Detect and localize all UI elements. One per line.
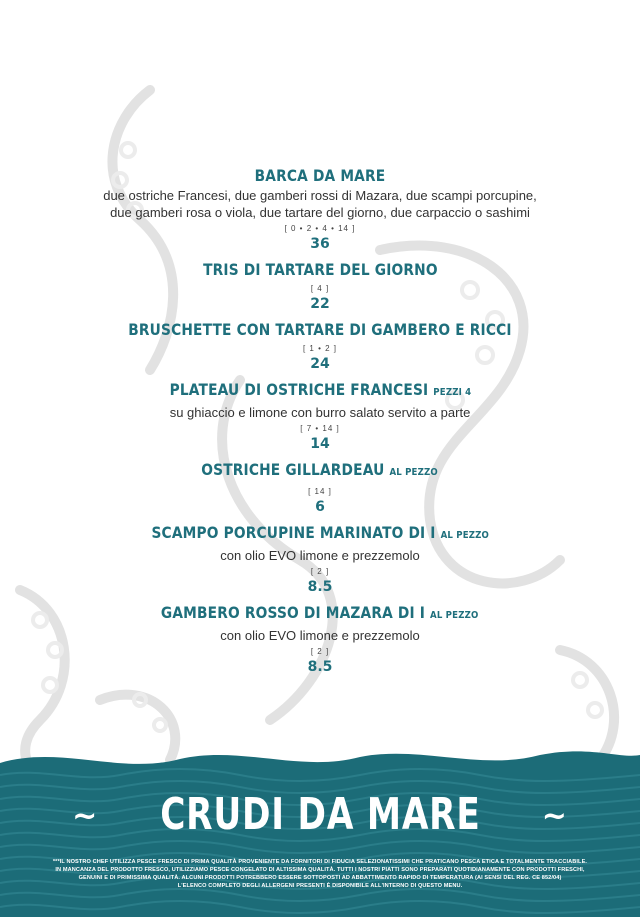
dish-price: 8.5 [307, 659, 333, 675]
allergen-codes: [ 2 ] [310, 567, 330, 576]
dish-name [128, 319, 511, 341]
dish-description: due ostriche Francesi, due gamberi rossi di Mazara, due scampi porcupine, [103, 188, 537, 203]
section-title-text: CRUDI DA MARE [159, 789, 481, 840]
allergen-codes: [ 14 ] [308, 487, 332, 496]
dish-name-text: BRUSCHETTE CON TARTARE DI GAMBERO E RICCI [128, 320, 512, 339]
footnote-line: L'ELENCO COMPLETO DEGLI ALLERGENI PRESENTI È DISPONIBILE ALL'INTERNO DI QUESTO MENU. [177, 883, 463, 889]
dish-quantity: AL PEZZO [389, 467, 439, 478]
tilde-right-ornament: ~ [541, 799, 568, 834]
allergen-codes: [ 7 • 14 ] [300, 424, 340, 433]
dish-name [169, 379, 471, 404]
dish-quantity: AL PEZZO [440, 530, 489, 541]
menu-item [0, 522, 640, 596]
allergen-codes: [ 2 ] [310, 647, 330, 656]
dish-price: 36 [310, 236, 330, 252]
menu-item [0, 319, 640, 373]
dish-quantity: PEZZI 4 [432, 387, 471, 398]
dish-description: due gamberi rosa o viola, due tartare del giorno, due carpaccio o sashimi [110, 205, 530, 220]
tilde-left-ornament: ~ [72, 799, 99, 834]
legal-footnote [40, 858, 600, 890]
dish-price: 22 [310, 296, 330, 312]
dish-price: 14 [310, 436, 330, 452]
dish-description: con olio EVO limone e prezzemolo [220, 548, 420, 563]
allergen-codes: [ 4 ] [310, 284, 330, 293]
menu-item [0, 259, 640, 313]
dish-name [202, 459, 439, 484]
dish-name-text: OSTRICHE GILLARDEAU [201, 460, 385, 479]
menu-item [0, 602, 640, 676]
dish-price: 6 [315, 499, 325, 515]
dish-quantity: AL PEZZO [430, 610, 479, 621]
allergen-codes: [ 1 • 2 ] [302, 344, 338, 353]
dish-name [151, 522, 489, 547]
dish-description: con olio EVO limone e prezzemolo [220, 628, 420, 643]
footnote-line: IN MANCANZA DEL PRODOTTO FRESCO, UTILIZZIAMO PESCE CONGELATO DI ALTISSIMA QUALITÀ. TUTTI I NOSTRI PIATTI SONO PREPARATI QUOTIDIANAMENTE CON PRODOTTI FRESCHI, [55, 867, 585, 873]
dish-name-text: SCAMPO PORCUPINE MARINATO DI I [151, 523, 436, 542]
dish-name-text: PLATEAU DI OSTRICHE FRANCESI [169, 380, 428, 399]
footnote-line: GENUINI E DI PRIMISSIMA QUALITÀ. ALCUNI PRODOTTI POTREBBERO ESSERE SOTTOPOSTI AD ABBATTIMENTO RAPIDO DI TEMPERATURA (AI SENSI DEL REG. CE 852/04) [78, 875, 562, 881]
menu-item [0, 165, 640, 253]
dish-price: 8.5 [307, 579, 333, 595]
dish-name-text: TRIS DI TARTARE DEL GIORNO [202, 260, 438, 279]
dish-name [203, 259, 438, 281]
section-title [0, 785, 640, 847]
menu-item [0, 459, 640, 516]
footnote-line: ***IL NOSTRO CHEF UTILIZZA PESCE FRESCO DI PRIMA QUALITÀ PROVENIENTE DA FORNITORI DI FIDUCIA SELEZIONATISSIMI CHE PRATICANO PESCA ETICA E TOTALMENTE TRACCIABILE. [52, 859, 588, 865]
menu-list [0, 165, 640, 676]
dish-description: su ghiaccio e limone con burro salato servito a parte [169, 405, 471, 420]
dish-price: 24 [310, 356, 330, 372]
allergen-codes: [ 0 • 2 • 4 • 14 ] [284, 224, 356, 233]
dish-name [161, 602, 479, 627]
dish-name-text: GAMBERO ROSSO DI MAZARA DI I [161, 603, 426, 622]
dish-name [255, 165, 386, 187]
dish-name-text: BARCA DA MARE [254, 166, 386, 185]
menu-item [0, 379, 640, 453]
